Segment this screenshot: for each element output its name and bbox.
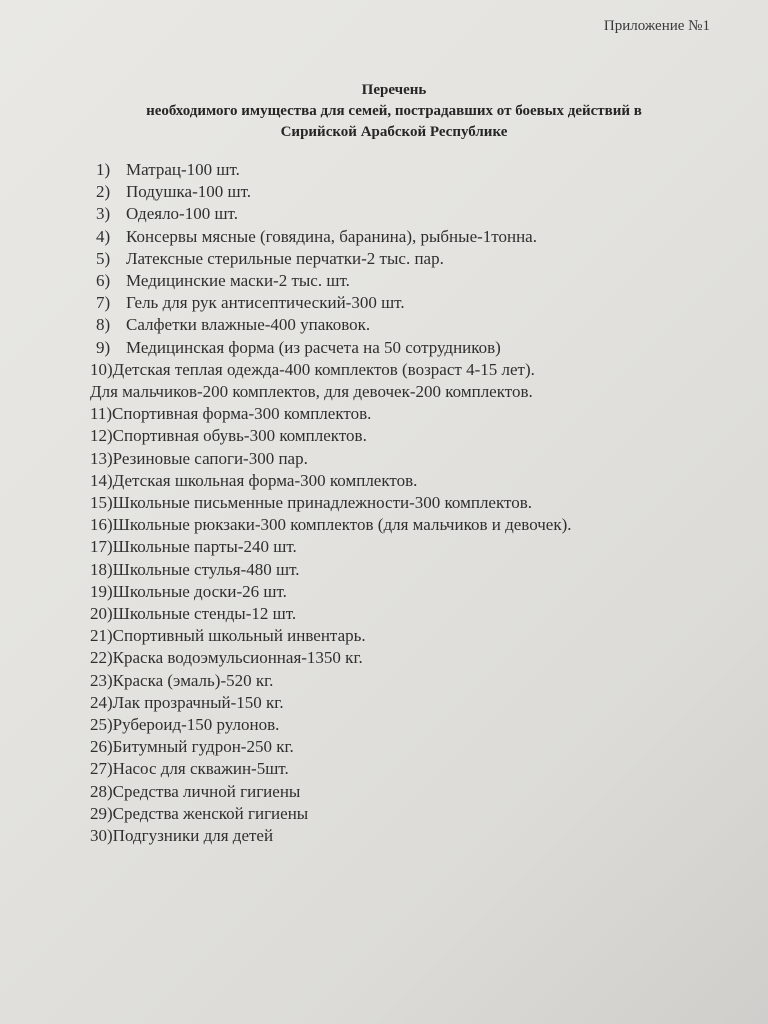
list-item	[96, 160, 240, 180]
item-text: Краска (эмаль)-520 кг.	[112, 670, 274, 690]
list-item	[96, 271, 350, 291]
list-item	[90, 604, 296, 624]
item-text: Школьные письменные принадлежности-300 комплектов.	[112, 493, 532, 512]
item-text: Спортивная обувь-300 комплектов.	[112, 426, 367, 446]
item-text: Для мальчиков-200 комплектов, для девочек-200 комплектов.	[90, 382, 533, 401]
item-number: 30)	[90, 826, 113, 845]
item-number: 26)	[90, 737, 113, 757]
item-number: 3)	[96, 204, 111, 224]
item-text: Школьные рюкзаки-300 комплектов (для мальчиков и девочек).	[112, 515, 572, 535]
item-text: Средства личной гигиены	[112, 781, 301, 801]
item-text: Медицинская форма (из расчета на 50 сотрудников)	[126, 337, 501, 357]
item-text: Детская теплая одежда-400 комплектов (возраст 4-15 лет).	[112, 359, 535, 379]
list-item	[90, 582, 287, 602]
item-text: Насос для скважин-5шт.	[112, 759, 289, 779]
list-item	[90, 382, 533, 402]
list-item	[96, 204, 238, 224]
item-text: Латексные стерильные перчатки-2 тыс. пар.	[126, 248, 444, 268]
list-item	[90, 426, 367, 446]
list-item	[96, 227, 537, 247]
item-text: Медицинские маски-2 тыс. шт.	[126, 271, 350, 290]
item-number: 14)	[90, 470, 113, 490]
list-item	[90, 693, 284, 713]
item-text: Школьные доски-26 шт.	[112, 581, 287, 601]
item-text: Средства женской гигиены	[112, 803, 309, 823]
list-item	[90, 782, 300, 802]
item-text: Детская школьная форма-300 комплектов.	[112, 470, 418, 490]
item-number: 19)	[90, 581, 113, 601]
item-text: Школьные стулья-480 шт.	[112, 559, 300, 579]
item-number: 12)	[90, 426, 113, 446]
item-number: 25)	[90, 715, 113, 734]
item-text: Школьные парты-240 шт.	[112, 537, 297, 557]
list-item	[90, 560, 300, 580]
item-number: 15)	[90, 493, 113, 512]
item-text: Резиновые сапоги-300 пар.	[112, 448, 308, 468]
title-line-1: Перечень	[361, 82, 427, 98]
item-number: 24)	[90, 692, 113, 712]
item-number: 23)	[90, 670, 113, 690]
item-number: 20)	[90, 604, 113, 623]
list-item	[90, 737, 294, 757]
item-number: 9)	[96, 337, 111, 357]
item-text: Спортивная форма-300 комплектов.	[112, 404, 372, 424]
item-number: 28)	[90, 781, 113, 801]
list-item	[90, 715, 279, 735]
item-text: Гель для рук антисептический-300 шт.	[126, 293, 405, 313]
list-item	[90, 759, 289, 779]
item-text: Матрац-100 шт.	[126, 160, 240, 179]
list-item	[90, 404, 371, 424]
item-text: Лак прозрачный-150 кг.	[112, 692, 284, 712]
list-item	[90, 804, 308, 824]
item-number: 5)	[96, 248, 111, 268]
item-number: 29)	[90, 803, 113, 823]
title-line-3: Сирийской Арабской Республике	[280, 124, 508, 140]
item-number: 17)	[90, 537, 113, 557]
item-number: 27)	[90, 759, 113, 779]
item-text: Рубероид-150 рулонов.	[112, 715, 280, 734]
item-number: 16)	[90, 515, 113, 535]
item-number: 1)	[96, 160, 111, 179]
item-text: Салфетки влажные-400 упаковок.	[126, 315, 371, 335]
item-number: 13)	[90, 448, 113, 468]
item-text: Подгузники для детей	[112, 826, 274, 845]
item-number: 18)	[90, 559, 113, 579]
item-number: 21)	[90, 626, 113, 646]
item-text: Школьные стенды-12 шт.	[112, 604, 297, 623]
list-item	[90, 360, 535, 380]
item-text: Битумный гудрон-250 кг.	[112, 737, 294, 757]
document-title	[60, 80, 728, 143]
list-item	[90, 648, 363, 668]
item-number: 4)	[96, 226, 111, 246]
annex-label: Приложение №1	[603, 18, 710, 34]
list-item	[90, 826, 273, 846]
item-number: 7)	[96, 293, 111, 313]
item-text: Подушка-100 шт.	[126, 182, 251, 202]
item-number: 8)	[96, 315, 111, 335]
list-item	[90, 626, 366, 646]
item-number: 10)	[90, 359, 113, 379]
item-text: Краска водоэмульсионная-1350 кг.	[112, 648, 363, 668]
item-text: Одеяло-100 шт.	[126, 204, 238, 224]
list-item	[90, 493, 532, 513]
list-item	[90, 515, 572, 535]
list-item	[96, 182, 251, 202]
item-text: Консервы мясные (говядина, баранина), рыбные-1тонна.	[126, 226, 537, 246]
item-number: 2)	[96, 182, 111, 202]
item-number: 6)	[96, 271, 111, 290]
list-item	[96, 293, 405, 313]
list-item	[90, 449, 308, 469]
list-item	[96, 249, 444, 269]
item-number: 11)	[90, 404, 113, 424]
list-item	[90, 671, 273, 691]
title-line-2: необходимого имущества для семей, пострадавших от боевых действий в	[146, 103, 642, 119]
list-item	[96, 338, 501, 358]
item-number: 22)	[90, 648, 113, 668]
list-item	[90, 471, 417, 491]
list-item	[90, 537, 297, 557]
list-item	[96, 315, 370, 335]
item-text: Спортивный школьный инвентарь.	[112, 626, 366, 646]
